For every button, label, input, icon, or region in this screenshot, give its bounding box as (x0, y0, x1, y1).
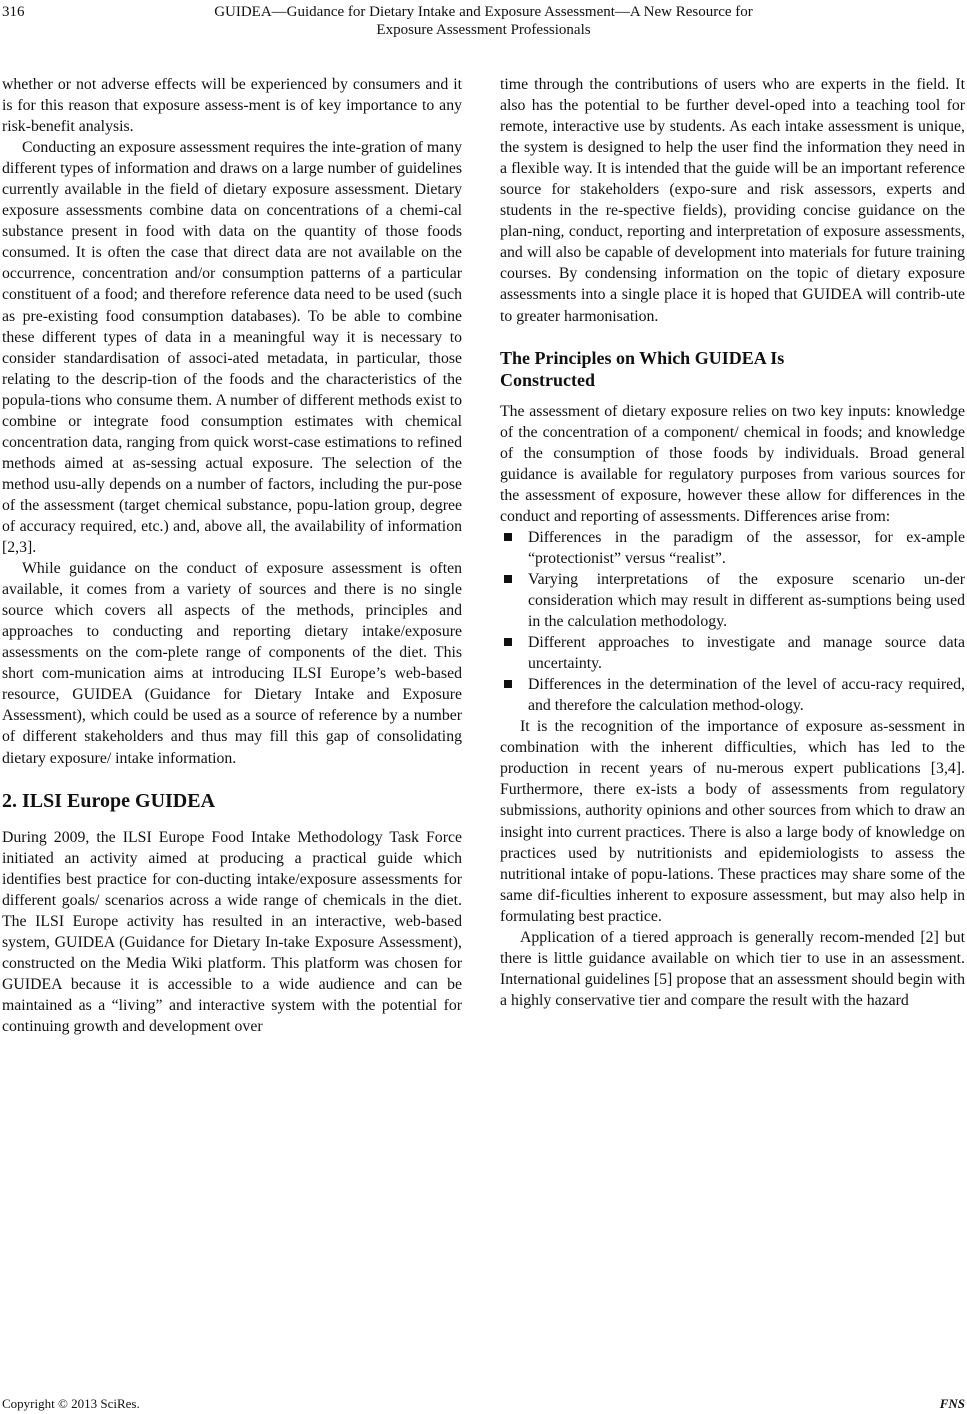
paragraph: whether or not adverse effects will be experienced by consumers and it is for this reason that exposure assess-ment is of key importance to any risk-benefit analysis. (2, 76, 462, 136)
left-column (2, 74, 462, 1037)
running-title (40, 3, 927, 39)
paragraph: The assessment of dietary exposure relies on two key inputs: knowledge of the concentration of a component/ chemical in foods; and knowledge of the consumption of those foods by individuals. Broad general guidance is available for regulatory purposes from various sources for the assessment of exposure, however these allow for differences in the conduct and reporting of assessments. Differences arise from: (500, 402, 965, 525)
list-item-text: Varying interpretations of the exposure scenario un-der consideration which may result in different as-sumptions being used in the calculation methodology. (528, 570, 965, 631)
copyright-notice: Copyright © 2013 SciRes. (2, 1396, 140, 1411)
subsection-heading-line-1: The Principles on Which GUIDEA Is (500, 347, 785, 368)
page-header (0, 0, 967, 50)
list-item-text: Different approaches to investigate and manage source data uncertainty. (528, 634, 965, 673)
subsection-heading (500, 347, 965, 391)
list-item-text: Differences in the determination of the level of accu-racy required, and therefore the calculation method-ology. (528, 676, 965, 715)
list-item (500, 569, 965, 632)
bullet-list (500, 527, 965, 716)
paragraph: Conducting an exposure assessment requires the inte-gration of many different types of information and draws on a large number of guidelines currently available in the field of dietary exposure assessment. Dietary exposure assessments combine data on concentrations of a chemi-cal substance present in food with data on the quantity of those foods consumed. It is often the case that direct data are not available on the occurrence, concentration and/or consumption patterns of a particular constituent of a food; and therefore reference data need to be used (such as pre-existing food consumption databases). To be able to combine these different types of data in a meaningful way it is necessary to consider standardisation of associ-ated metadata, in particular, those relating to the descrip-tion of the foods and the characteristics of the popula-tions who consume them. A number of different methods exist to combine or integrate food consumption estimates with chemical concentration data, ranging from quick worst-case estimations to refined methods aimed at as-sessing actual exposure. The selection of the method usu-ally depends on a number of factors, including the pur-pose of the assessment (target chemical substance, popu-lation group, degree of accuracy required, etc.) and, above all, the availability of information [2,3]. (2, 139, 462, 557)
paragraph: During 2009, the ILSI Europe Food Intake Methodology Task Force initiated an activity aimed at producing a practical guide which identifies best practice for con-ducting intake/exposure assessments for different goals/ scenarios across a wide range of chemicals in the diet. The ILSI Europe activity has resulted in an interactive, web-based system, GUIDEA (Guidance for Dietary In-take Exposure Assessment), constructed on the Media Wiki platform. This platform was chosen for GUIDEA because it is accessible to a wide audience and can be maintained as a “living” and interactive system with the potential for continuing growth and development over (2, 828, 462, 1035)
square-bullet-icon (504, 638, 512, 646)
paragraph: While guidance on the conduct of exposure assessment is often available, it comes from a variety of sources and there is no single source which covers all aspects of the methods, principles and approaches to conducting and reporting dietary intake/exposure assessments on the com-plete range of components of the diet. This short com-munication aims at introducing ILSI Europe’s web-based resource, GUIDEA (Guidance for Dietary Intake and Exposure Assessment), which could be used as a source of reference by a number of different stakeholders and thus may fill this gap of consolidating dietary exposure/ intake information. (2, 560, 462, 767)
paragraph: It is the recognition of the importance of exposure as-sessment in combination with the inherent difficulties, which has led to the production in recent years of nu-merous expert publications [3,4]. Furthermore, there ex-ists a body of assessments from regulatory submissions, authority opinions and other sources from which to draw an insight into current practices. There is also a large body of knowledge on practices used by nutritionists and epidemiologists to assess the nutritional intake of popu-lations. These practices may share some of the same dif-ficulties inherent to exposure assessment, but may also help in formulating best practice. (500, 718, 965, 925)
journal-abbreviation: FNS (939, 1396, 965, 1411)
running-title-line-1: GUIDEA—Guidance for Dietary Intake and Exposure Assessment—A New Resource for (214, 4, 753, 20)
paragraph: time through the contributions of users who are experts in the field. It also has the potential to be further devel-oped into a teaching tool for remote, interactive use by students. As each intake assessment is unique, the system is designed to help the user find the information they need in a flexible way. It is intended that the guide will be an important reference source for stakeholders (expo-sure and risk assessors, experts and students in the re-spective fields), providing concise guidance on the plan-ning, conduct, reporting and interpretation of exposure assessments, and will also be capable of development into materials for future training courses. By condensing information on the topic of dietary exposure assessments into a single place it is hoped that GUIDEA will contrib-ute to greater harmonisation. (500, 76, 965, 325)
list-item-text: Differences in the paradigm of the assessor, for ex-ample “protectionist” versus “realist”. (528, 528, 965, 567)
square-bullet-icon (504, 575, 512, 583)
square-bullet-icon (504, 533, 512, 541)
list-item (500, 674, 965, 716)
list-item (500, 527, 965, 569)
running-title-line-2: Exposure Assessment Professionals (376, 22, 591, 38)
section-heading: 2. ILSI Europe GUIDEA (2, 789, 216, 812)
page-number: 316 (2, 4, 25, 20)
right-column (500, 74, 965, 1011)
paragraph: Application of a tiered approach is generally recom-mended [2] but there is little guidance available on which tier to use in an assessment. International guidelines [5] propose that an assessment should begin with a highly conservative tier and compare the result with the hazard (500, 928, 965, 1009)
list-item (500, 632, 965, 674)
square-bullet-icon (504, 680, 512, 688)
subsection-heading-line-2: Constructed (500, 369, 595, 390)
